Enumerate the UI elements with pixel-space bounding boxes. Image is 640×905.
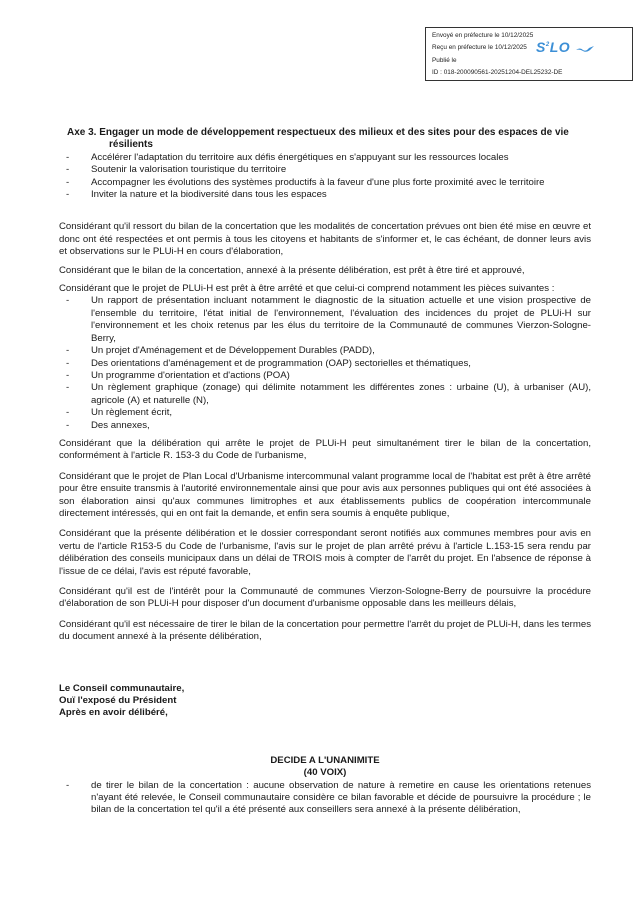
- stamp-received: Reçu en préfecture le 10/12/2025: [432, 44, 527, 52]
- paragraph: Considérant que le projet de Plan Local d'Urbanisme intercommunal valant programme local de l'habitat est prêt à être arrêté pour être ensuite transmis à l'autorité environnementale ainsi que pour avis aux personnes publiques qui ont été associées à son élaboration ainsi qu'aux communes limitrophes et aux établissements publics de coopération intercommunale directement intéressés, qui en ont fait la demande, et enfin sera soumis à enquête publique,: [59, 470, 591, 519]
- logo-text2: LO: [549, 39, 571, 55]
- list-item: - Inviter la nature et la biodiversité dans tous les espaces: [59, 189, 591, 201]
- decision-title: DECIDE A L'UNANIMITE: [270, 754, 380, 766]
- council-line: Après en avoir délibéré,: [59, 707, 168, 719]
- pieces-list: [59, 295, 591, 431]
- paragraph: Considérant que le projet de PLUi-H est prêt à être arrêté et que celui-ci comprend notamment les pièces suivantes :: [59, 283, 555, 295]
- decide-list: [59, 780, 591, 817]
- decision-votes: (40 VOIX): [303, 767, 347, 779]
- paragraph: Considérant qu'il ressort du bilan de la concertation que les modalités de concertation prévues ont bien été mise en œuvre et donc ont été respectées et ont permis à tous les citoyens et habitants de s'informer et, le cas échéant, de donner leurs avis et observations sur le PLUi-H en cours d'élaboration,: [59, 221, 591, 258]
- axe3-list: [59, 152, 591, 202]
- logo-text: S: [536, 39, 546, 55]
- list-item: - Un règlement écrit,: [59, 407, 591, 419]
- list-item: - Des annexes,: [59, 420, 591, 432]
- council-block: [59, 683, 591, 720]
- paragraph: Considérant que la délibération qui arrête le projet de PLUi-H peut simultanément tirer le bilan de la concertation, conformément à l'article R. 153-3 du Code de l'urbanisme,: [59, 437, 591, 462]
- paragraph: Considérant que le bilan de la concertation, annexé à la présente délibération, est prêt à être tiré et approuvé,: [59, 264, 525, 276]
- logo-sup: 2: [545, 42, 550, 48]
- decision-heading: [59, 755, 591, 780]
- paragraph: Considérant qu'il est nécessaire de tirer le bilan de la concertation pour permettre l'arrêt du projet de PLUi-H, dans les termes du document annexé à la présente délibération,: [59, 618, 591, 643]
- list-item: - Un programme d'orientation et d'actions (POA): [59, 370, 591, 382]
- swoosh-icon: [575, 45, 595, 53]
- list-item: - Accompagner les évolutions des systèmes productifs à la faveur d'une plus forte proximité avec le territoire: [59, 177, 591, 189]
- axe3-title-text: Axe 3. Engager un mode de développement respectueux des milieux et des sites pour des espaces de vie: [67, 127, 569, 138]
- list-item: - Des orientations d'aménagement et de programmation (OAP) sectorielles et thématiques,: [59, 358, 591, 370]
- axe3-title-cont: résilients: [109, 139, 153, 151]
- list-item: - Un règlement graphique (zonage) qui délimite notamment les différentes zones : urbaine (U), à urbaniser (AU), agricole (A) et naturelle (N),: [59, 382, 591, 407]
- paragraph: Considérant que la présente délibération et le dossier correspondant seront notifiés aux communes membres pour avis en vertu de l'article R153-5 du Code de l'urbanisme, l'avis sur le projet de plan arrêté prévu à l'article L.153-15 sera rendu par délibération des conseils municipaux dans un délai de TROIS mois à compter de l'arrêt du projet. En l'absence de réponse à l'issue de ce délai, l'avis est réputé favorable,: [59, 528, 591, 577]
- list-item: - Un projet d'Aménagement et de Développement Durables (PADD),: [59, 345, 591, 357]
- prefecture-stamp: [425, 27, 633, 81]
- council-line: Le Conseil communautaire,: [59, 682, 185, 694]
- s2lo-logo: [536, 39, 595, 55]
- stamp-sent: Envoyé en préfecture le 10/12/2025: [432, 32, 534, 39]
- stamp-published: Publié le: [432, 56, 457, 64]
- list-item: - de tirer le bilan de la concertation : aucune observation de nature à remetire en cause les orientations retenues n'ayant été relevée, le Conseil communautaire considère ce bilan favorable et décide de poursuivre la procédure ; le bilan de la concertation tel qu'il a été présenté aux conseillers sera annexé à la présente délibération,: [59, 780, 591, 817]
- stamp-id: ID : 018-200090561-20251204-DEL25232-DE: [432, 69, 563, 77]
- list-item: - Un rapport de présentation incluant notamment le diagnostic de la situation actuelle et une vision prospective de l'ensemble du territoire, l'état initial de l'environnement, l'évaluation des incidences du projet de PLUi-H sur l'environnement et les choix retenus par les élus du territoire de la Communauté de communes Vierzon-Sologne- Berry,: [59, 295, 591, 345]
- axe3-title: [59, 127, 591, 152]
- council-line: Ouï l'exposé du Président: [59, 695, 177, 707]
- list-item: - Soutenir la valorisation touristique du territoire: [59, 164, 591, 176]
- paragraph: Considérant qu'il est de l'intérêt pour la Communauté de communes Vierzon-Sologne-Berry de poursuivre la procédure d'élaboration de son PLUi-H pour disposer d'un document d'urbanisme opposable dans les meilleurs délais,: [59, 586, 591, 610]
- list-item: - Accélérer l'adaptation du territoire aux défis énergétiques en s'appuyant sur les ressources locales: [59, 152, 591, 164]
- document-page: [59, 127, 591, 817]
